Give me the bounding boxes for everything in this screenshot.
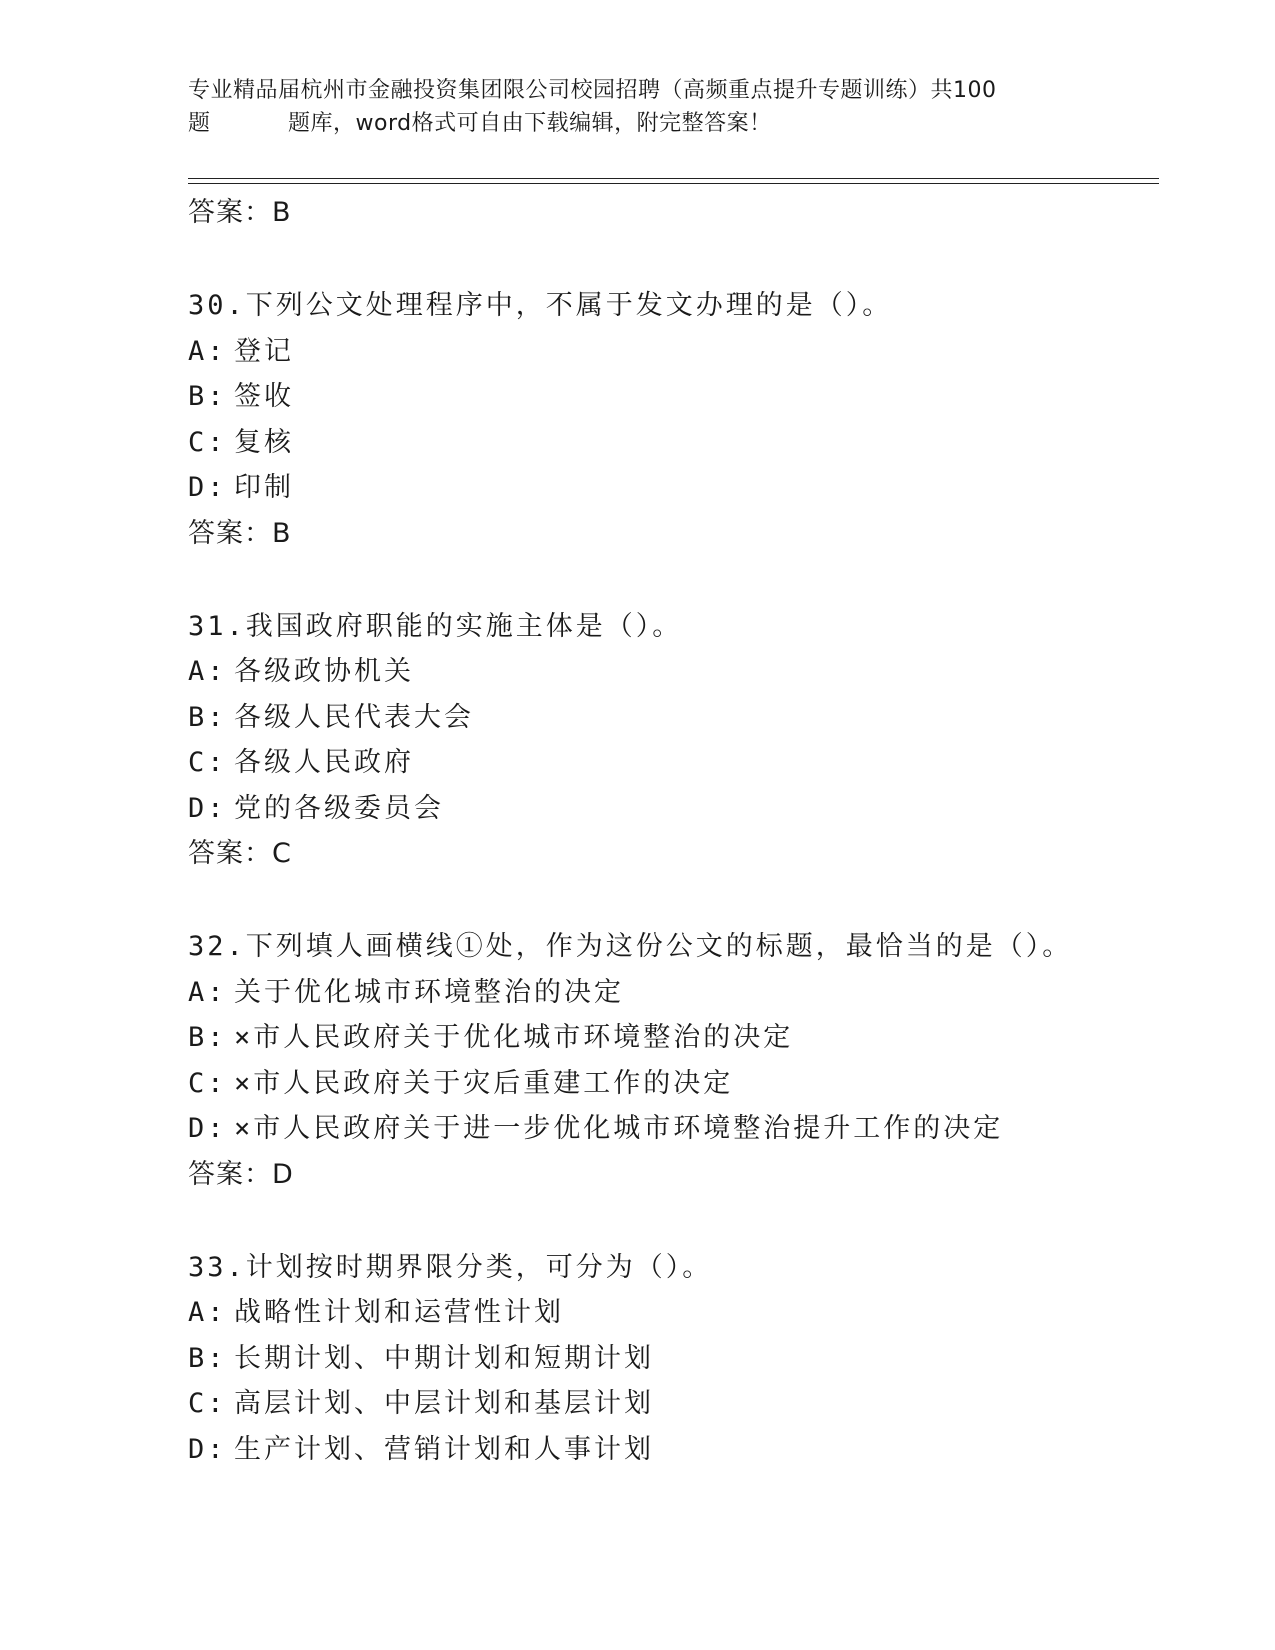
option-text: 高层计划、中层计划和基层计划 [234,1388,654,1419]
option-key: D: [188,1433,227,1465]
option-c [188,420,1148,466]
option-key: A: [188,656,227,687]
header-line-2 [188,107,1088,140]
option-key: D: [188,792,227,824]
option-b [188,1336,1148,1382]
option-key: C: [188,1067,227,1099]
option-key: B: [188,701,227,733]
option-text: 登记 [234,335,294,367]
option-key: A: [188,335,227,367]
option-a [188,970,1148,1016]
option-c [188,1381,1148,1427]
option-text: ×市人民政府关于进一步优化城市环境整治提升工作的决定 [234,1113,1004,1144]
option-text: 各级人民代表大会 [234,701,474,733]
question-stem: 32.下列填人画横线①处，作为这份公文的标题，最恰当的是（）。 [188,931,1073,962]
option-key: A: [188,976,227,1008]
answer-line: 答案：B [188,517,292,549]
question-item [188,283,1148,557]
option-key: B: [188,1342,227,1374]
header-line-1: 专业精品届杭州市金融投资集团限公司校园招聘（高频重点提升专题训练）共100 [188,78,997,103]
option-d [188,786,1148,832]
option-text: 关于优化城市环境整治的决定 [234,976,624,1008]
option-text: ×市人民政府关于灾后重建工作的决定 [234,1067,734,1099]
option-key: D: [188,472,227,503]
option-b [188,695,1148,741]
option-text: 各级人民政府 [234,747,414,778]
page-header [188,74,1088,140]
header-line-2-left: 题 [188,111,211,136]
option-text: 长期计划、中期计划和短期计划 [234,1342,654,1374]
option-text: 各级政协机关 [234,656,414,687]
option-d [188,465,1148,511]
option-key: C: [188,426,227,458]
question-stem: 31.我国政府职能的实施主体是（）。 [188,610,683,642]
option-text: 印制 [234,472,294,503]
option-text: 复核 [234,426,294,458]
question-item [188,604,1148,878]
option-a [188,329,1148,375]
previous-answer: 答案：B [188,197,292,228]
option-text: 签收 [234,381,294,412]
question-item [188,924,1148,1198]
option-text: 党的各级委员会 [234,792,444,824]
option-b [188,1015,1148,1061]
option-key: C: [188,1388,227,1419]
option-c [188,740,1148,786]
header-divider-top [188,178,1159,179]
option-c [188,1061,1148,1107]
header-line-2-right: 题库，word格式可自由下载编辑，附完整答案！ [288,111,772,136]
header-divider-bottom [188,183,1159,184]
option-key: D: [188,1113,227,1144]
option-key: B: [188,1022,227,1053]
option-key: A: [188,1297,227,1328]
option-d [188,1427,1148,1473]
option-text: 生产计划、营销计划和人事计划 [234,1433,654,1465]
question-list [188,190,1148,1472]
option-a [188,1290,1148,1336]
answer-line: 答案：D [188,1158,294,1190]
option-b [188,374,1148,420]
option-a [188,649,1148,695]
option-text: ×市人民政府关于优化城市环境整治的决定 [234,1022,794,1053]
option-text: 战略性计划和运营性计划 [234,1297,564,1328]
option-d [188,1106,1148,1152]
question-stem: 30.下列公文处理程序中，不属于发文办理的是（）。 [188,290,893,321]
answer-line: 答案：C [188,838,292,869]
option-key: B: [188,381,227,412]
option-key: C: [188,747,227,778]
question-stem: 33.计划按时期界限分类，可分为（）。 [188,1251,713,1283]
question-item [188,1245,1148,1473]
